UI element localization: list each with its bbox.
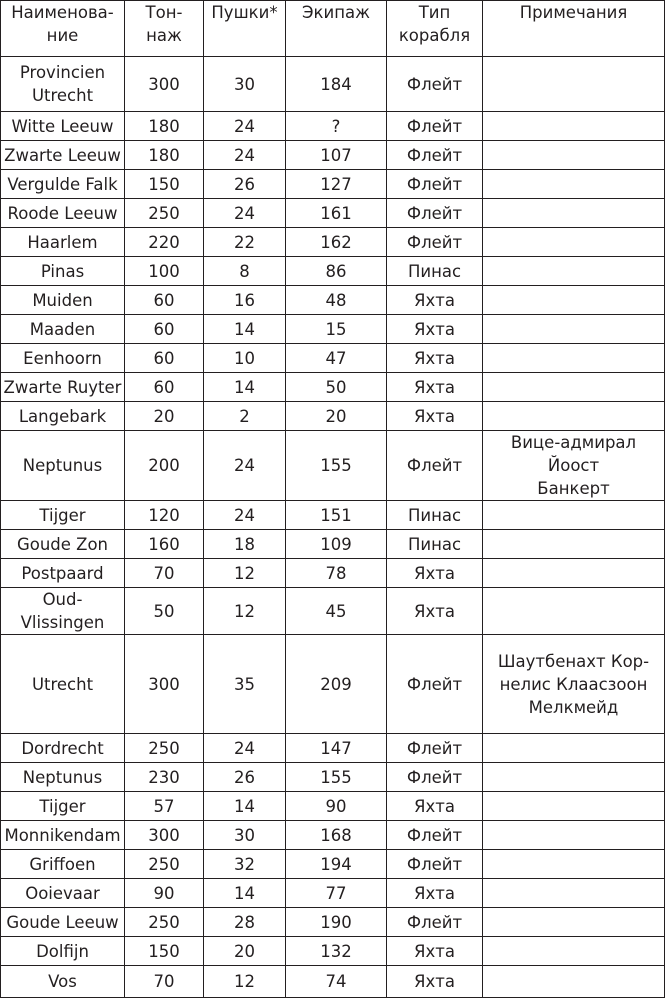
ship-type-cell: Флейт <box>387 228 483 257</box>
guns-cell: 2 <box>204 402 286 431</box>
ship-type-cell: Яхта <box>387 559 483 588</box>
note-cell <box>483 763 665 792</box>
crew-cell: 48 <box>286 286 387 315</box>
guns-cell: 12 <box>204 588 286 635</box>
guns-cell: 28 <box>204 908 286 937</box>
ship-name-cell: Provincien Utrecht <box>1 57 125 112</box>
guns-cell: 24 <box>204 112 286 141</box>
ship-name-cell: Muiden <box>1 286 125 315</box>
note-cell <box>483 57 665 112</box>
table-row <box>1 344 665 373</box>
crew-cell: 162 <box>286 228 387 257</box>
table-row <box>1 141 665 170</box>
ship-type-cell: Флейт <box>387 431 483 501</box>
ship-type-cell: Яхта <box>387 315 483 344</box>
crew-cell: 20 <box>286 402 387 431</box>
note-cell <box>483 112 665 141</box>
ship-type-cell: Яхта <box>387 588 483 635</box>
table-row <box>1 734 665 763</box>
ship-type-cell: Яхта <box>387 937 483 966</box>
ship-type-cell: Флейт <box>387 141 483 170</box>
note-cell <box>483 530 665 559</box>
note-cell <box>483 501 665 530</box>
tonnage-cell: 250 <box>125 850 204 879</box>
note-cell <box>483 734 665 763</box>
crew-cell: ? <box>286 112 387 141</box>
ship-name-cell: Dolfijn <box>1 937 125 966</box>
crew-cell: 209 <box>286 635 387 734</box>
header-tonnage: Тон- наж <box>125 1 204 57</box>
ship-name-cell: Tijger <box>1 501 125 530</box>
ship-type-cell: Яхта <box>387 286 483 315</box>
note-cell <box>483 199 665 228</box>
crew-cell: 147 <box>286 734 387 763</box>
tonnage-cell: 230 <box>125 763 204 792</box>
table-row <box>1 635 665 734</box>
ship-type-cell: Яхта <box>387 344 483 373</box>
tonnage-cell: 120 <box>125 501 204 530</box>
ship-name-cell: Utrecht <box>1 635 125 734</box>
note-cell <box>483 792 665 821</box>
ship-type-cell: Флейт <box>387 734 483 763</box>
table-row <box>1 112 665 141</box>
tonnage-cell: 60 <box>125 344 204 373</box>
note-cell <box>483 228 665 257</box>
crew-cell: 127 <box>286 170 387 199</box>
guns-cell: 12 <box>204 559 286 588</box>
table-row <box>1 937 665 966</box>
table-row <box>1 315 665 344</box>
table-row <box>1 286 665 315</box>
tonnage-cell: 60 <box>125 286 204 315</box>
ship-name-cell: Ooievaar <box>1 879 125 908</box>
note-cell <box>483 141 665 170</box>
ship-name-cell: Zwarte Leeuw <box>1 141 125 170</box>
crew-cell: 86 <box>286 257 387 286</box>
crew-cell: 15 <box>286 315 387 344</box>
note-cell <box>483 286 665 315</box>
crew-cell: 90 <box>286 792 387 821</box>
guns-cell: 14 <box>204 373 286 402</box>
guns-cell: 8 <box>204 257 286 286</box>
crew-cell: 78 <box>286 559 387 588</box>
ship-type-cell: Яхта <box>387 966 483 998</box>
table-row <box>1 431 665 501</box>
note-cell <box>483 966 665 998</box>
ship-name-cell: Roode Leeuw <box>1 199 125 228</box>
note-cell: Шаутбенахт Кор- нелис Клаасзоон Мелкмейд <box>483 635 665 734</box>
crew-cell: 109 <box>286 530 387 559</box>
guns-cell: 18 <box>204 530 286 559</box>
ship-type-cell: Яхта <box>387 792 483 821</box>
guns-cell: 35 <box>204 635 286 734</box>
crew-cell: 155 <box>286 763 387 792</box>
note-cell <box>483 315 665 344</box>
ship-name-cell: Haarlem <box>1 228 125 257</box>
note-cell <box>483 402 665 431</box>
tonnage-cell: 160 <box>125 530 204 559</box>
table-row <box>1 879 665 908</box>
header-type: Тип корабля <box>387 1 483 57</box>
tonnage-cell: 300 <box>125 635 204 734</box>
header-guns: Пушки* <box>204 1 286 57</box>
crew-cell: 132 <box>286 937 387 966</box>
note-cell: Вице-адмирал Йоост Банкерт <box>483 431 665 501</box>
ship-type-cell: Флейт <box>387 635 483 734</box>
ship-name-cell: Goude Zon <box>1 530 125 559</box>
guns-cell: 30 <box>204 57 286 112</box>
crew-cell: 190 <box>286 908 387 937</box>
ship-type-cell: Флейт <box>387 821 483 850</box>
guns-cell: 16 <box>204 286 286 315</box>
table-row <box>1 850 665 879</box>
crew-cell: 161 <box>286 199 387 228</box>
tonnage-cell: 70 <box>125 966 204 998</box>
table-row <box>1 821 665 850</box>
note-cell <box>483 879 665 908</box>
guns-cell: 10 <box>204 344 286 373</box>
crew-cell: 155 <box>286 431 387 501</box>
ship-name-cell: Vos <box>1 966 125 998</box>
guns-cell: 24 <box>204 199 286 228</box>
guns-cell: 30 <box>204 821 286 850</box>
crew-cell: 168 <box>286 821 387 850</box>
ship-type-cell: Пинас <box>387 530 483 559</box>
note-cell <box>483 821 665 850</box>
guns-cell: 32 <box>204 850 286 879</box>
ship-type-cell: Пинас <box>387 257 483 286</box>
table-row <box>1 966 665 998</box>
tonnage-cell: 90 <box>125 879 204 908</box>
tonnage-cell: 250 <box>125 734 204 763</box>
tonnage-cell: 220 <box>125 228 204 257</box>
crew-cell: 151 <box>286 501 387 530</box>
table-row <box>1 501 665 530</box>
table-row <box>1 530 665 559</box>
table-row <box>1 199 665 228</box>
table-row <box>1 792 665 821</box>
ship-type-cell: Флейт <box>387 763 483 792</box>
crew-cell: 184 <box>286 57 387 112</box>
guns-cell: 14 <box>204 792 286 821</box>
tonnage-cell: 150 <box>125 170 204 199</box>
ship-name-cell: Maaden <box>1 315 125 344</box>
guns-cell: 12 <box>204 966 286 998</box>
ship-type-cell: Флейт <box>387 57 483 112</box>
crew-cell: 45 <box>286 588 387 635</box>
ship-type-cell: Флейт <box>387 908 483 937</box>
note-cell <box>483 850 665 879</box>
guns-cell: 14 <box>204 879 286 908</box>
ship-name-cell: Goude Leeuw <box>1 908 125 937</box>
table-row <box>1 57 665 112</box>
tonnage-cell: 180 <box>125 112 204 141</box>
tonnage-cell: 100 <box>125 257 204 286</box>
table-row <box>1 559 665 588</box>
tonnage-cell: 180 <box>125 141 204 170</box>
crew-cell: 74 <box>286 966 387 998</box>
ship-name-cell: Pinas <box>1 257 125 286</box>
ship-name-cell: Vergulde Falk <box>1 170 125 199</box>
note-cell <box>483 257 665 286</box>
note-cell <box>483 937 665 966</box>
header-notes: Примечания <box>483 1 665 57</box>
ship-type-cell: Яхта <box>387 402 483 431</box>
header-crew: Экипаж <box>286 1 387 57</box>
ship-name-cell: Eenhoorn <box>1 344 125 373</box>
guns-cell: 14 <box>204 315 286 344</box>
guns-cell: 26 <box>204 170 286 199</box>
table-row <box>1 588 665 635</box>
tonnage-cell: 250 <box>125 199 204 228</box>
guns-cell: 26 <box>204 763 286 792</box>
ship-name-cell: Langebark <box>1 402 125 431</box>
ship-name-cell: Witte Leeuw <box>1 112 125 141</box>
guns-cell: 24 <box>204 141 286 170</box>
tonnage-cell: 200 <box>125 431 204 501</box>
crew-cell: 50 <box>286 373 387 402</box>
ship-name-cell: Griffoen <box>1 850 125 879</box>
table-row <box>1 228 665 257</box>
ship-name-cell: Tijger <box>1 792 125 821</box>
note-cell <box>483 908 665 937</box>
ship-name-cell: Neptunus <box>1 763 125 792</box>
crew-cell: 77 <box>286 879 387 908</box>
table-row <box>1 257 665 286</box>
guns-cell: 22 <box>204 228 286 257</box>
note-cell <box>483 170 665 199</box>
tonnage-cell: 57 <box>125 792 204 821</box>
tonnage-cell: 250 <box>125 908 204 937</box>
tonnage-cell: 70 <box>125 559 204 588</box>
header-name: Наименова- ние <box>1 1 125 57</box>
tonnage-cell: 20 <box>125 402 204 431</box>
table-row <box>1 908 665 937</box>
ship-type-cell: Флейт <box>387 199 483 228</box>
tonnage-cell: 300 <box>125 57 204 112</box>
ship-type-cell: Пинас <box>387 501 483 530</box>
ship-type-cell: Флейт <box>387 170 483 199</box>
note-cell <box>483 559 665 588</box>
tonnage-cell: 60 <box>125 315 204 344</box>
note-cell <box>483 373 665 402</box>
tonnage-cell: 300 <box>125 821 204 850</box>
tonnage-cell: 60 <box>125 373 204 402</box>
crew-cell: 194 <box>286 850 387 879</box>
tonnage-cell: 150 <box>125 937 204 966</box>
guns-cell: 24 <box>204 501 286 530</box>
ship-name-cell: Postpaard <box>1 559 125 588</box>
ship-name-cell: Monnikendam <box>1 821 125 850</box>
ship-type-cell: Яхта <box>387 879 483 908</box>
ship-name-cell: Zwarte Ruyter <box>1 373 125 402</box>
crew-cell: 47 <box>286 344 387 373</box>
table-row <box>1 763 665 792</box>
guns-cell: 24 <box>204 431 286 501</box>
guns-cell: 20 <box>204 937 286 966</box>
table-row <box>1 170 665 199</box>
ship-type-cell: Флейт <box>387 112 483 141</box>
crew-cell: 107 <box>286 141 387 170</box>
table-row <box>1 373 665 402</box>
ship-type-cell: Яхта <box>387 373 483 402</box>
note-cell <box>483 344 665 373</box>
ship-name-cell: Neptunus <box>1 431 125 501</box>
table-row <box>1 402 665 431</box>
ship-type-cell: Флейт <box>387 850 483 879</box>
note-cell <box>483 588 665 635</box>
ship-name-cell: Oud- Vlissingen <box>1 588 125 635</box>
guns-cell: 24 <box>204 734 286 763</box>
tonnage-cell: 50 <box>125 588 204 635</box>
header-row <box>1 1 665 57</box>
ship-name-cell: Dordrecht <box>1 734 125 763</box>
